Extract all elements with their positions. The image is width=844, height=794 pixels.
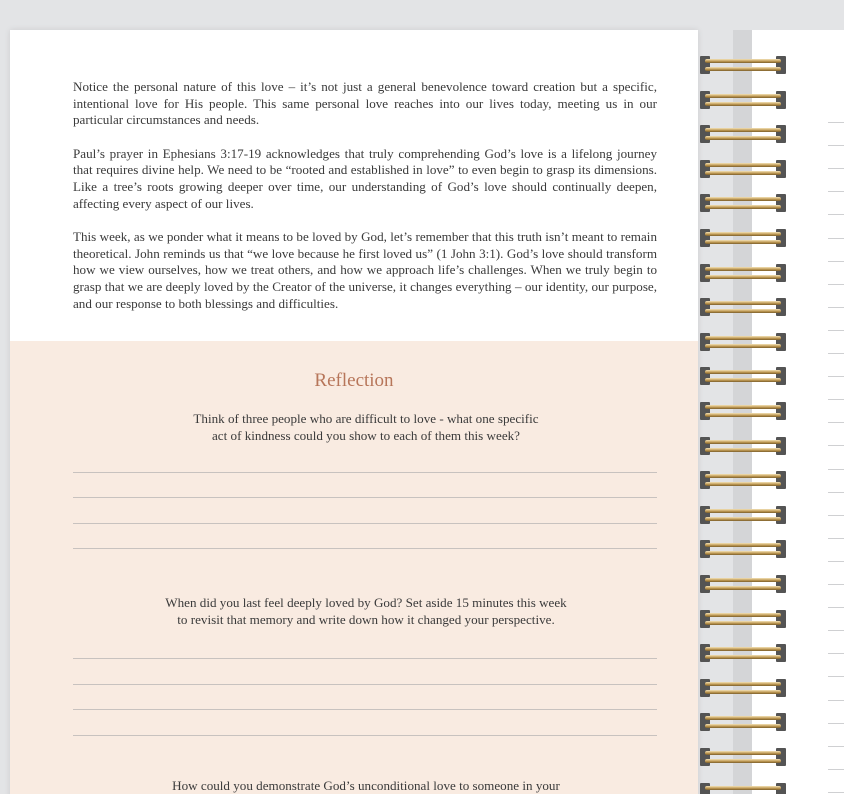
spiral-ring bbox=[700, 56, 786, 74]
spiral-ring bbox=[700, 471, 786, 489]
ruled-line bbox=[828, 399, 844, 400]
spiral-ring bbox=[700, 229, 786, 247]
body-paragraph: This week, as we ponder what it means to be loved by God, let’s remember that this truth isn’t meant to remain theoretical. John reminds us that “we love because he first loved us” (1 John 3:1). God’s love should transform how we view ourselves, how we treat others, and how we approach life’s challenges. When we truly begin to grasp that we are deeply loved by the Creator of the universe, it changes everything – our identity, our purpose, and our response to both blessings and difficulties. bbox=[73, 229, 657, 311]
spiral-ring bbox=[700, 264, 786, 282]
reflection-question bbox=[74, 411, 658, 444]
ruled-line bbox=[828, 445, 844, 446]
writing-line[interactable] bbox=[73, 472, 657, 473]
ruled-line bbox=[828, 168, 844, 169]
ruled-line bbox=[828, 376, 844, 377]
spiral-ring bbox=[700, 333, 786, 351]
ruled-line bbox=[828, 653, 844, 654]
ruled-line bbox=[828, 538, 844, 539]
ruled-line bbox=[828, 214, 844, 215]
question-line: Think of three people who are difficult to love - what one specific bbox=[193, 411, 539, 426]
ruled-line bbox=[828, 515, 844, 516]
ruled-line bbox=[828, 122, 844, 123]
spiral-ring bbox=[700, 298, 786, 316]
reflection-question bbox=[74, 595, 658, 628]
ruled-line bbox=[828, 630, 844, 631]
writing-line[interactable] bbox=[73, 684, 657, 685]
planner-page bbox=[10, 30, 698, 794]
spiral-ring bbox=[700, 437, 786, 455]
ruled-line bbox=[828, 561, 844, 562]
question-line: How could you demonstrate God’s unconditional love to someone in your bbox=[172, 778, 560, 793]
reflection-title: Reflection bbox=[314, 370, 394, 391]
writing-line[interactable] bbox=[73, 548, 657, 549]
spiral-ring bbox=[700, 91, 786, 109]
spiral-ring bbox=[700, 679, 786, 697]
question-line: to revisit that memory and write down how it changed your perspective. bbox=[177, 611, 555, 627]
ruled-line bbox=[828, 792, 844, 793]
spiral-ring bbox=[700, 506, 786, 524]
writing-line[interactable] bbox=[73, 497, 657, 498]
spiral-ring bbox=[700, 194, 786, 212]
spiral-ring bbox=[700, 610, 786, 628]
ruled-line bbox=[828, 284, 844, 285]
ruled-line bbox=[828, 353, 844, 354]
ruled-line bbox=[828, 191, 844, 192]
ruled-line bbox=[828, 422, 844, 423]
body-paragraph: Paul’s prayer in Ephesians 3:17-19 acknowledges that truly comprehending God’s love is a lifelong journey that requires divine help. We need to be “rooted and established in love” to even begin to grasp its dimensions. Like a tree’s roots growing deeper over time, our understanding of God’s love should continually deepen, affecting every aspect of our lives. bbox=[73, 145, 657, 211]
ruled-line bbox=[828, 261, 844, 262]
body-paragraph: Notice the personal nature of this love – it’s not just a general benevolence toward creation but a specific, intentional love for His people. This same personal love reaches into our lives today, meeting us in our particular circumstances and needs. bbox=[73, 79, 657, 128]
ruled-line bbox=[828, 700, 844, 701]
ruled-line bbox=[828, 238, 844, 239]
ruled-line bbox=[828, 145, 844, 146]
ruled-line bbox=[828, 746, 844, 747]
spiral-ring bbox=[700, 644, 786, 662]
ruled-line bbox=[828, 723, 844, 724]
ruled-line bbox=[828, 584, 844, 585]
reflection-section bbox=[10, 341, 698, 794]
devotional-body bbox=[73, 79, 657, 329]
ruled-line bbox=[828, 769, 844, 770]
spiral-ring bbox=[700, 160, 786, 178]
writing-line[interactable] bbox=[73, 523, 657, 524]
ruled-line bbox=[828, 469, 844, 470]
spiral-ring bbox=[700, 575, 786, 593]
spiral-ring bbox=[700, 783, 786, 794]
spiral-ring bbox=[700, 713, 786, 731]
spiral-ring bbox=[700, 748, 786, 766]
spiral-ring bbox=[700, 540, 786, 558]
writing-line[interactable] bbox=[73, 735, 657, 736]
ruled-line bbox=[828, 307, 844, 308]
spiral-ring bbox=[700, 367, 786, 385]
writing-line[interactable] bbox=[73, 709, 657, 710]
question-line: When did you last feel deeply loved by God? Set aside 15 minutes this week bbox=[165, 595, 567, 610]
ruled-line bbox=[828, 607, 844, 608]
ruled-line bbox=[828, 330, 844, 331]
spiral-ring bbox=[700, 402, 786, 420]
spiral-ring bbox=[700, 125, 786, 143]
question-line: act of kindness could you show to each of them this week? bbox=[212, 427, 520, 443]
reflection-question bbox=[74, 778, 658, 794]
writing-line[interactable] bbox=[73, 658, 657, 659]
ruled-line bbox=[828, 676, 844, 677]
ruled-line bbox=[828, 492, 844, 493]
